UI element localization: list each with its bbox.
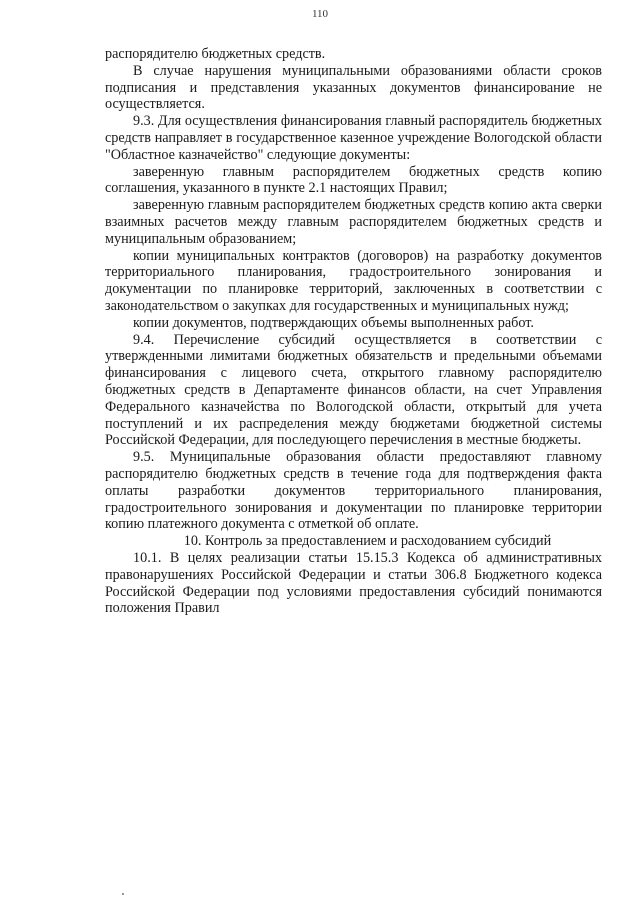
paragraph-9-5: 9.5. Муниципальные образования области предоставляют главному распорядителю бюджетных средств в течение года для подтверждения факта оплаты разработки документов территориального планирования, градостроительного зонирования и документации по планировке территории копию платежного документа с отметкой об оплате. (105, 449, 602, 533)
page-number: 110 (311, 8, 329, 20)
paragraph-9-3: 9.3. Для осуществления финансирования главный распорядитель бюджетных средств направляет в государственное казенное учреждение Вологодской области "Областное казначейство" следующие документы: (105, 113, 602, 163)
paragraph-continuation: распорядителю бюджетных средств. (105, 46, 326, 62)
section-heading: 10. Контроль за предоставлением и расходованием субсидий (183, 533, 552, 550)
paragraph-9-4: 9.4. Перечисление субсидий осуществляется в соответствии с утвержденными лимитами бюджетных обязательств и предельными объемами финансирования с лицевого счета, открытого главному распорядителю бюджетных средств в Департаменте финансов области, на счет Управления Федерального казначейства по Вологодской области, открытый для учета поступлений и их распределения между бюджетами бюджетной системы Российской Федерации, для последующего перечисления в местные бюджеты. (105, 331, 602, 449)
paragraph-10-1: 10.1. В целях реализации статьи 15.15.3 Кодекса об административных правонарушениях Российской Федерации и статьи 306.8 Бюджетного кодекса Российской Федерации под условиями предоставления субсидий понимаются положения Правил (105, 549, 602, 617)
list-item-agreement-copy: заверенную главным распорядителем бюджетных средств копию соглашения, указанного в пункте 2.1 настоящих Правил; (105, 163, 602, 197)
list-item-reconciliation-act: заверенную главным распорядителем бюджетных средств копию акта сверки взаимных расчетов между главным распорядителем бюджетных средств и муниципальным образованием; (105, 197, 602, 247)
paragraph-deadline-violation: В случае нарушения муниципальными образованиями области сроков подписания и представления указанных документов финансирование не осуществляется. (105, 62, 602, 113)
document-body (105, 46, 602, 617)
list-item-work-documents: копии документов, подтверждающих объемы выполненных работ. (133, 314, 534, 331)
list-item-contract-copies: копии муниципальных контрактов (договоров) на разработку документов территориального планирования, градостроительного зонирования и документации по планировке территорий, заключенных в соответствии с законодательством о закупках для государственных и муниципальных нужд; (105, 247, 602, 314)
scan-artifact (122, 893, 124, 895)
